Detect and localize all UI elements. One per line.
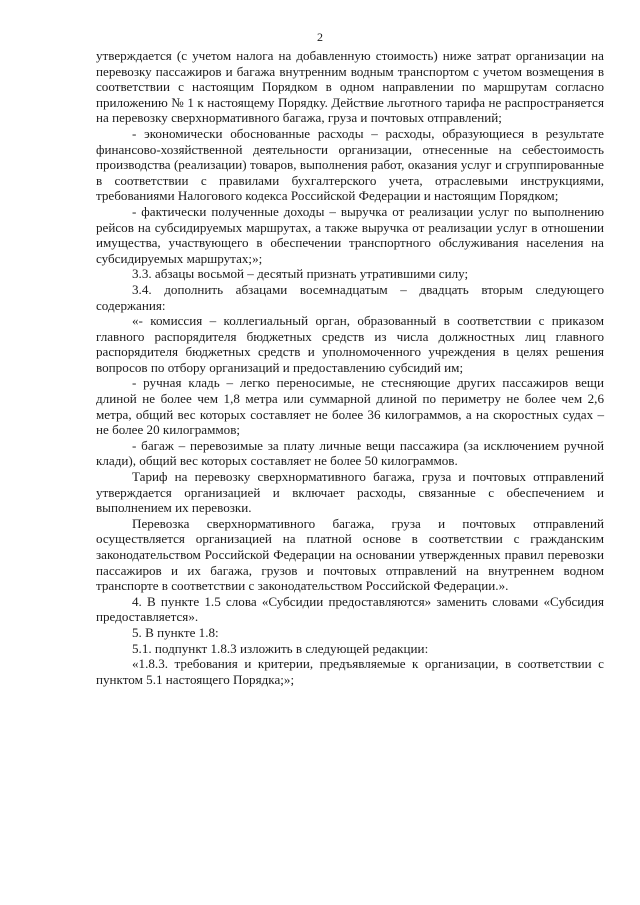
paragraph: «1.8.3. требования и критерии, предъявляемые к организации, в соответствии с пунктом 5.1 настоящего Порядка;»; (96, 656, 604, 687)
paragraph: 4. В пункте 1.5 слова «Субсидии предоставляются» заменить словами «Субсидия предоставляется». (96, 593, 604, 625)
paragraph: Перевозка сверхнормативного багажа, груза и почтовых отправлений осуществляется организацией на платной основе в соответствии с гражданским законодательством Российской Федерации на основании утвержденных правил перевозки пассажиров и их багажа, грузов и почтовых отправлений на внутреннем водном транспорте в соответствии с законодательством Российской Федерации.». (96, 515, 604, 594)
paragraph: 5.1. подпункт 1.8.3 изложить в следующей редакции: (132, 640, 429, 656)
paragraph: - багаж – перевозимые за плату личные вещи пассажира (за исключением ручной клади), общий вес которых составляет не более 50 килограммов. (96, 437, 604, 469)
paragraph: 5. В пункте 1.8: (132, 624, 219, 640)
paragraph: - экономически обоснованные расходы – расходы, образующиеся в результате финансово-хозяйственной деятельности организации, отнесенные на себестоимость производства (реализации) товаров, выполнения работ, оказания услуг и сгруппированные в соответствии с правилами бухгалтерского учета, отраслевыми инструкциями, требованиями Налогового кодекса Российской Федерации и настоящим Порядком; (96, 125, 604, 204)
paragraph: - фактически полученные доходы – выручка от реализации услуг по выполнению рейсов на субсидируемых маршрутах, а также выручка от реализации услуг в отношении имущества, участвующего в обеспечении транспортного обслуживания населения на субсидируемых маршрутах;»; (96, 203, 604, 266)
document-body (96, 48, 604, 687)
page-number: 2 (317, 30, 323, 44)
paragraph: 3.3. абзацы восьмой – десятый признать утратившими силу; (132, 266, 469, 282)
paragraph: - ручная кладь – легко переносимые, не стесняющие других пассажиров вещи длиной не более чем 1,8 метра или суммарной длиной по периметру не более чем 2,6 метра, общий вес которых составляет не более 36 килограммов, а на скоростных судах – не более 20 килограммов; (96, 375, 604, 438)
paragraph: утверждается (с учетом налога на добавленную стоимость) ниже затрат организации на перевозку пассажиров и багажа внутренним водным транспортом с учетом возмещения в соответствии с настоящим Порядком в одном направлении по маршрутам согласно приложению № 1 к настоящему Порядку. Действие льготного тарифа не распространяется на перевозку сверхнормативного багажа, груза и почтовых отправлений; (96, 48, 604, 126)
paragraph: 3.4. дополнить абзацами восемнадцатым – двадцать вторым следующего содержания: (96, 281, 604, 313)
paragraph: «- комиссия – коллегиальный орган, образованный в соответствии с приказом главного распорядителя бюджетных средств из числа должностных лиц главного распорядителя бюджетных средств и уполномоченного учреждения в целях решения вопросов по отбору организаций и предоставлению субсидий им; (96, 313, 604, 375)
paragraph: Тариф на перевозку сверхнормативного багажа, груза и почтовых отправлений утверждается организацией и включает расходы, связанные с обеспечением и выполнением их перевозки. (96, 469, 604, 516)
